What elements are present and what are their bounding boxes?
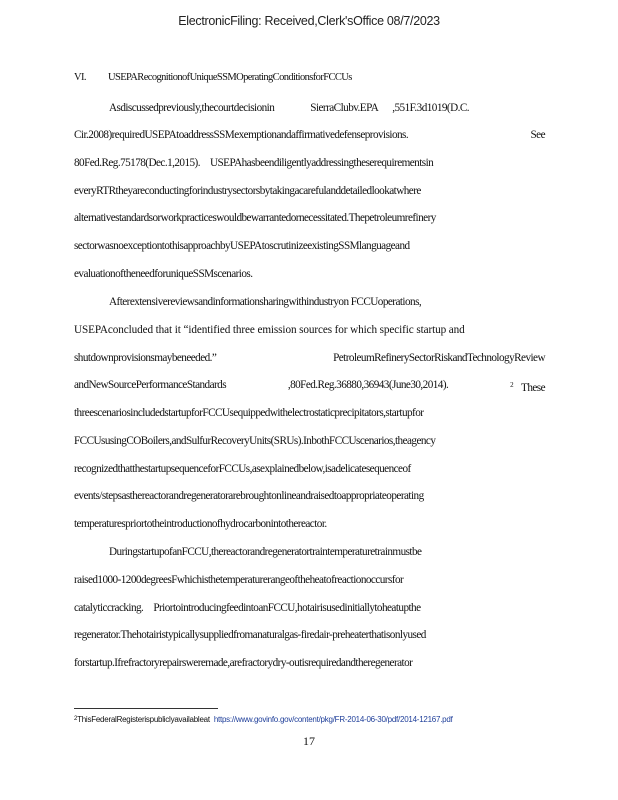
page-number: 17 [303, 734, 315, 748]
p1-text: USEPAhasbeendiligentlyaddressingtheserequirementsin [209, 157, 434, 169]
quote-text: shutdownprovisionsmaybeneeded.” [74, 352, 217, 364]
p1-line-7: evaluationoftheneedforuniqueSSMscenarios. [74, 268, 253, 280]
footnote-text: ThisFederalRegisterispubliclyavailableat [77, 715, 210, 724]
p2-line-5: threescenariosincludedstartupforFCCUsequippedwithelectrostaticprecipitators,startupfor [74, 407, 424, 419]
filing-header: ElectronicFiling: Received,Clerk'sOffice 08/7/2023 [178, 14, 440, 28]
p1-line-5: alternativestandardsorworkpracticeswouldbewarrantedornecessitated.Thepetroleumrefinery [74, 212, 436, 224]
source-title: andNewSourcePerformanceStandards [74, 379, 227, 391]
p3-line-2: raised1000-1200degreesFwhichisthetemperaturerangeoftheheatofreactionoccursfor [74, 574, 404, 586]
citation: ,80Fed.Reg.36880,36943(June30,2014). [287, 379, 449, 391]
p2-line-3 [74, 351, 545, 365]
p1-line-3 [74, 156, 545, 170]
p1-line-1 [109, 101, 545, 115]
p3-line-5: forstartup.Ifrefractoryrepairsweremade,arefractorydry-outisrequiredandtheregenerator [74, 657, 413, 669]
section-heading [74, 72, 352, 83]
p2-line-8: events/stepsasthereactorandregeneratorarebroughtonlineandraisedtoappropriateoperating [74, 490, 424, 502]
p2-line-1: Afterextensivereviewsandinformationsharingwithindustryon FCCUoperations, [109, 296, 422, 308]
p1-text: ,551F.3d1019(D.C. [392, 102, 470, 114]
p1-line-4: everyRTRtheyareconductingforindustrysectorsbytakingacarefulanddetailedlookatwhere [74, 185, 421, 197]
section-number: VI. [74, 72, 86, 83]
section-title: USEPARecognitionofUniqueSSMOperatingConditionsforFCCUs [108, 72, 352, 83]
p1-text: 80Fed.Reg.75178(Dec.1,2015). [74, 157, 200, 169]
p3-line-3 [74, 601, 545, 615]
footnote-mark: 2 [74, 716, 78, 722]
p2-text: These [521, 382, 545, 394]
p3-text: PriortointroducingfeedintoanFCCU,hotairisusedinitiallytoheatupthe [153, 602, 421, 614]
p2-line-2: USEPAconcluded that it “identified three emission sources for which specific startup and [74, 324, 465, 336]
footnote-link[interactable]: https://www.govinfo.gov/content/pkg/FR-2014-06-30/pdf/2014-12167.pdf [213, 715, 453, 724]
case-citation: SierraClubv.EPA [310, 102, 379, 114]
p2-line-4 [74, 378, 545, 395]
p3-line-4: regenerator.Thehotairistypicallysuppliedfromanaturalgas-firedair-preheaterthatisonlyused [74, 629, 426, 641]
p2-line-6: FCCUsusingCOBoilers,andSulfurRecoveryUnits(SRUs).InbothFCCUscenarios,theagency [74, 435, 436, 447]
footnote-ref[interactable]: 2 [510, 381, 514, 389]
footnote-divider [74, 708, 218, 709]
p1-text: Cir.2008)requiredUSEPAtoaddressSSMexemptionandaffirmativedefenseprovisions. [74, 129, 409, 141]
footnote [74, 715, 453, 724]
p2-line-7: recognizedthatthestartupsequenceforFCCUs,asexplainedbelow,isadelicatesequenceof [74, 463, 411, 475]
p3-line-1: DuringstartupofanFCCU,thereactorandregeneratortraintemperaturetrainmustbe [109, 546, 422, 558]
p1-line-2 [74, 128, 545, 142]
p3-text: catalyticcracking. [74, 602, 144, 614]
p1-text: Asdiscussedpreviously,thecourtdecisionin [109, 102, 275, 114]
p1-line-6: sectorwasnoexceptiontothisapproachbyUSEPAtoscrutinizeexistingSSMlanguageand [74, 240, 410, 252]
source-title: PetroleumRefinerySectorRiskandTechnologyReview [333, 352, 545, 364]
see-signal: See [530, 129, 545, 141]
p2-line-9: temperaturespriortotheintroductionofhydrocarbonintothereactor. [74, 518, 327, 530]
